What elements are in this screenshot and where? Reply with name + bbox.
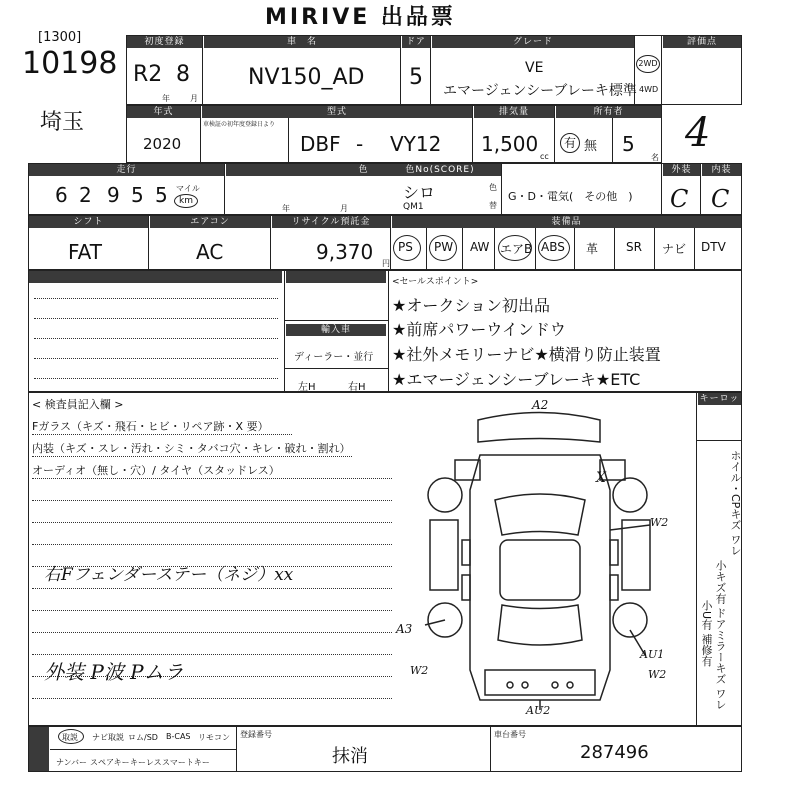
doors-value: 5 xyxy=(409,65,423,90)
bottom-item: 取説 xyxy=(62,733,78,742)
capacity: 5 xyxy=(622,132,635,156)
unit-km-circle: km xyxy=(174,194,198,208)
header-recycle: リサイクル預託金 xyxy=(272,216,390,228)
sales-point: ★オークション初出品 xyxy=(392,296,551,315)
header-displacement: 排気量 xyxy=(474,106,554,118)
equip-sr: SR xyxy=(626,240,642,254)
header-color-no: 色No(SCORE) xyxy=(380,164,500,176)
bottom-item: B-CAS xyxy=(166,732,191,741)
bottom-item: ロム/SD xyxy=(128,733,158,742)
sales-point: ★社外メモリーナビ★横滑り防止装置 xyxy=(392,345,661,364)
equip-airbag: エアB xyxy=(500,242,533,256)
equip-pw: PW xyxy=(434,240,454,254)
rating-value: 4 xyxy=(685,110,711,156)
mark-w2-rear: W2 xyxy=(648,668,667,681)
equipment-list xyxy=(390,228,742,270)
car-name: NV150_AD xyxy=(248,65,365,90)
odo-digit: 5 xyxy=(155,183,168,207)
bottom-left-tab xyxy=(29,727,49,771)
equip-ps-circle xyxy=(393,235,421,261)
inspection-note: 車検証の初年度登録日より xyxy=(203,121,276,128)
bottom-item: ナビ取説 xyxy=(92,733,124,742)
header-doors: ドア xyxy=(402,36,430,48)
equip-abs-circle xyxy=(538,235,570,261)
month: 8 xyxy=(176,62,190,87)
reg-number-value: 抹消 xyxy=(332,746,368,767)
inspect-line-interior: 内装（キズ・スレ・汚れ・シミ・タバコ穴・キレ・破れ・割れ） xyxy=(32,442,351,455)
header-model-year: 年式 xyxy=(127,106,200,118)
has-owner-circle: 有 xyxy=(560,133,580,153)
chassis-value: 287496 xyxy=(580,742,649,763)
header-car-name: 車 名 xyxy=(204,36,400,48)
chassis-label: 車台番号 xyxy=(494,730,526,739)
header-aircon: エアコン xyxy=(150,216,270,228)
recycle-yen: 円 xyxy=(382,259,390,268)
header-year-reg: 初度登録 xyxy=(127,36,202,48)
side-note-3: 小U有 補修有 xyxy=(700,600,713,667)
equip-ps: PS xyxy=(398,240,413,254)
location: 埼玉 xyxy=(40,110,85,135)
model-prefix: DBF xyxy=(300,132,341,156)
handle-right: 右H xyxy=(348,382,366,393)
sales-header: <セールスポイント> xyxy=(392,277,479,287)
mark-au2: AU2 xyxy=(526,704,551,717)
none-owner: 無 xyxy=(584,139,598,154)
bottom-item: リモコン xyxy=(198,733,230,742)
header-grade: グレード xyxy=(432,36,634,48)
page-title: MIRIVE 出品票 xyxy=(265,5,456,30)
header-import: 輸入車 xyxy=(286,324,386,336)
equip-airbag-circle xyxy=(498,235,532,261)
sales-point: ★前席パワーウインドウ xyxy=(392,320,566,339)
lot-number: 10198 xyxy=(22,46,118,81)
odo-digit: 6 xyxy=(55,183,68,207)
header-left-blank xyxy=(29,271,282,283)
ext-grade: C xyxy=(670,185,689,213)
inspect-line-audio: オーディオ（無し・穴）/ タイヤ（スタッドレス） xyxy=(32,464,280,477)
displacement: 1,500 xyxy=(481,132,539,156)
mark-au1: AU1 xyxy=(640,648,665,661)
model-dash: - xyxy=(356,132,364,156)
color-code: QM1 xyxy=(403,202,424,212)
equip-aw: AW xyxy=(470,240,490,254)
equip-leather: 革 xyxy=(586,242,599,256)
bottom-item: キーレス xyxy=(130,758,162,767)
equip-pw-circle xyxy=(429,235,457,261)
drive-4wd: 4WD xyxy=(639,85,659,94)
grade-line2: エマージェンシーブレーキ標準 xyxy=(443,83,637,99)
year-unit: 年 xyxy=(162,94,170,103)
equip-navi: ナビ xyxy=(662,242,687,256)
mark-w2-left: W2 xyxy=(410,664,429,677)
odo-digit: 5 xyxy=(131,183,144,207)
header-rating: 評価点 xyxy=(663,36,741,48)
hand-note-fender: 右Fフェンダーステー（ネジ）xx xyxy=(44,565,294,585)
import-option: ディーラー・並行 xyxy=(294,352,374,363)
drive-2wd-circle: 2WD xyxy=(636,55,660,73)
unit-year: 年 xyxy=(282,204,290,213)
side-header: キーロック xyxy=(699,394,740,416)
grade-line1: VE xyxy=(525,60,544,76)
bottom-item: ナンバー xyxy=(56,758,88,767)
reg-number-label: 登録番号 xyxy=(240,730,272,739)
header-distance: 走行 xyxy=(29,164,224,176)
recycle-fee: 9,370 xyxy=(316,240,374,264)
header-equipment: 装備品 xyxy=(392,216,741,228)
mark-a2-top: A2 xyxy=(532,398,549,412)
elec-options: G・D・電気( その他 ) xyxy=(508,190,633,203)
car-diagram xyxy=(400,400,690,720)
model-year: 2020 xyxy=(143,135,182,153)
odo-digit: 9 xyxy=(107,183,120,207)
color: シロ xyxy=(403,183,436,202)
month-unit: 月 xyxy=(190,94,198,103)
mark-x: X xyxy=(596,470,606,486)
header-interior: 内装 xyxy=(702,164,741,176)
mark-w2-right: W2 xyxy=(650,516,669,529)
equip-dtv: DTV xyxy=(701,240,726,254)
shift: FAT xyxy=(68,240,103,264)
side-note-1: ホイル・CPキズ ワレ xyxy=(729,450,742,556)
color-label: 色 xyxy=(489,183,497,192)
header-color: 色 xyxy=(226,164,501,176)
hand-note-exterior: 外装 P波 Pムラ xyxy=(44,660,184,684)
sales-point: ★エマージェンシーブレーキ★ETC xyxy=(392,370,641,389)
odo-digit: 2 xyxy=(79,183,92,207)
inspector-header: < 検査員記入欄 > xyxy=(32,398,124,411)
handle-left: 左H xyxy=(298,382,316,393)
reg-code: [1300] xyxy=(38,30,82,45)
unit-mile: マイル xyxy=(176,184,200,193)
equip-abs: ABS xyxy=(541,240,565,254)
unit-month: 月 xyxy=(340,204,348,213)
capacity-unit: 名 xyxy=(651,153,659,162)
header-ownership: 所有者 xyxy=(556,106,661,118)
header-model-type: 型式 xyxy=(202,106,472,118)
side-note-2: 小キズ有 ドアミラーキズ ワレ xyxy=(714,560,727,710)
inspect-line-glass: Fガラス（キズ・飛石・ヒビ・リペア跡・X 要） xyxy=(32,420,269,433)
displacement-unit: cc xyxy=(540,152,549,161)
manual-circle xyxy=(58,729,84,744)
color-change: 替 xyxy=(489,201,497,210)
header-mid-blank xyxy=(286,271,386,283)
aircon: AC xyxy=(196,240,224,264)
model-code: VY12 xyxy=(390,132,442,156)
era-year: R2 xyxy=(133,62,163,87)
header-shift: シフト xyxy=(29,216,148,228)
bottom-item: スマートキー xyxy=(162,758,210,767)
header-exterior: 外装 xyxy=(663,164,700,176)
int-grade: C xyxy=(711,185,730,213)
mark-a3: A3 xyxy=(396,622,413,636)
bottom-item: スペアキー xyxy=(90,758,130,767)
